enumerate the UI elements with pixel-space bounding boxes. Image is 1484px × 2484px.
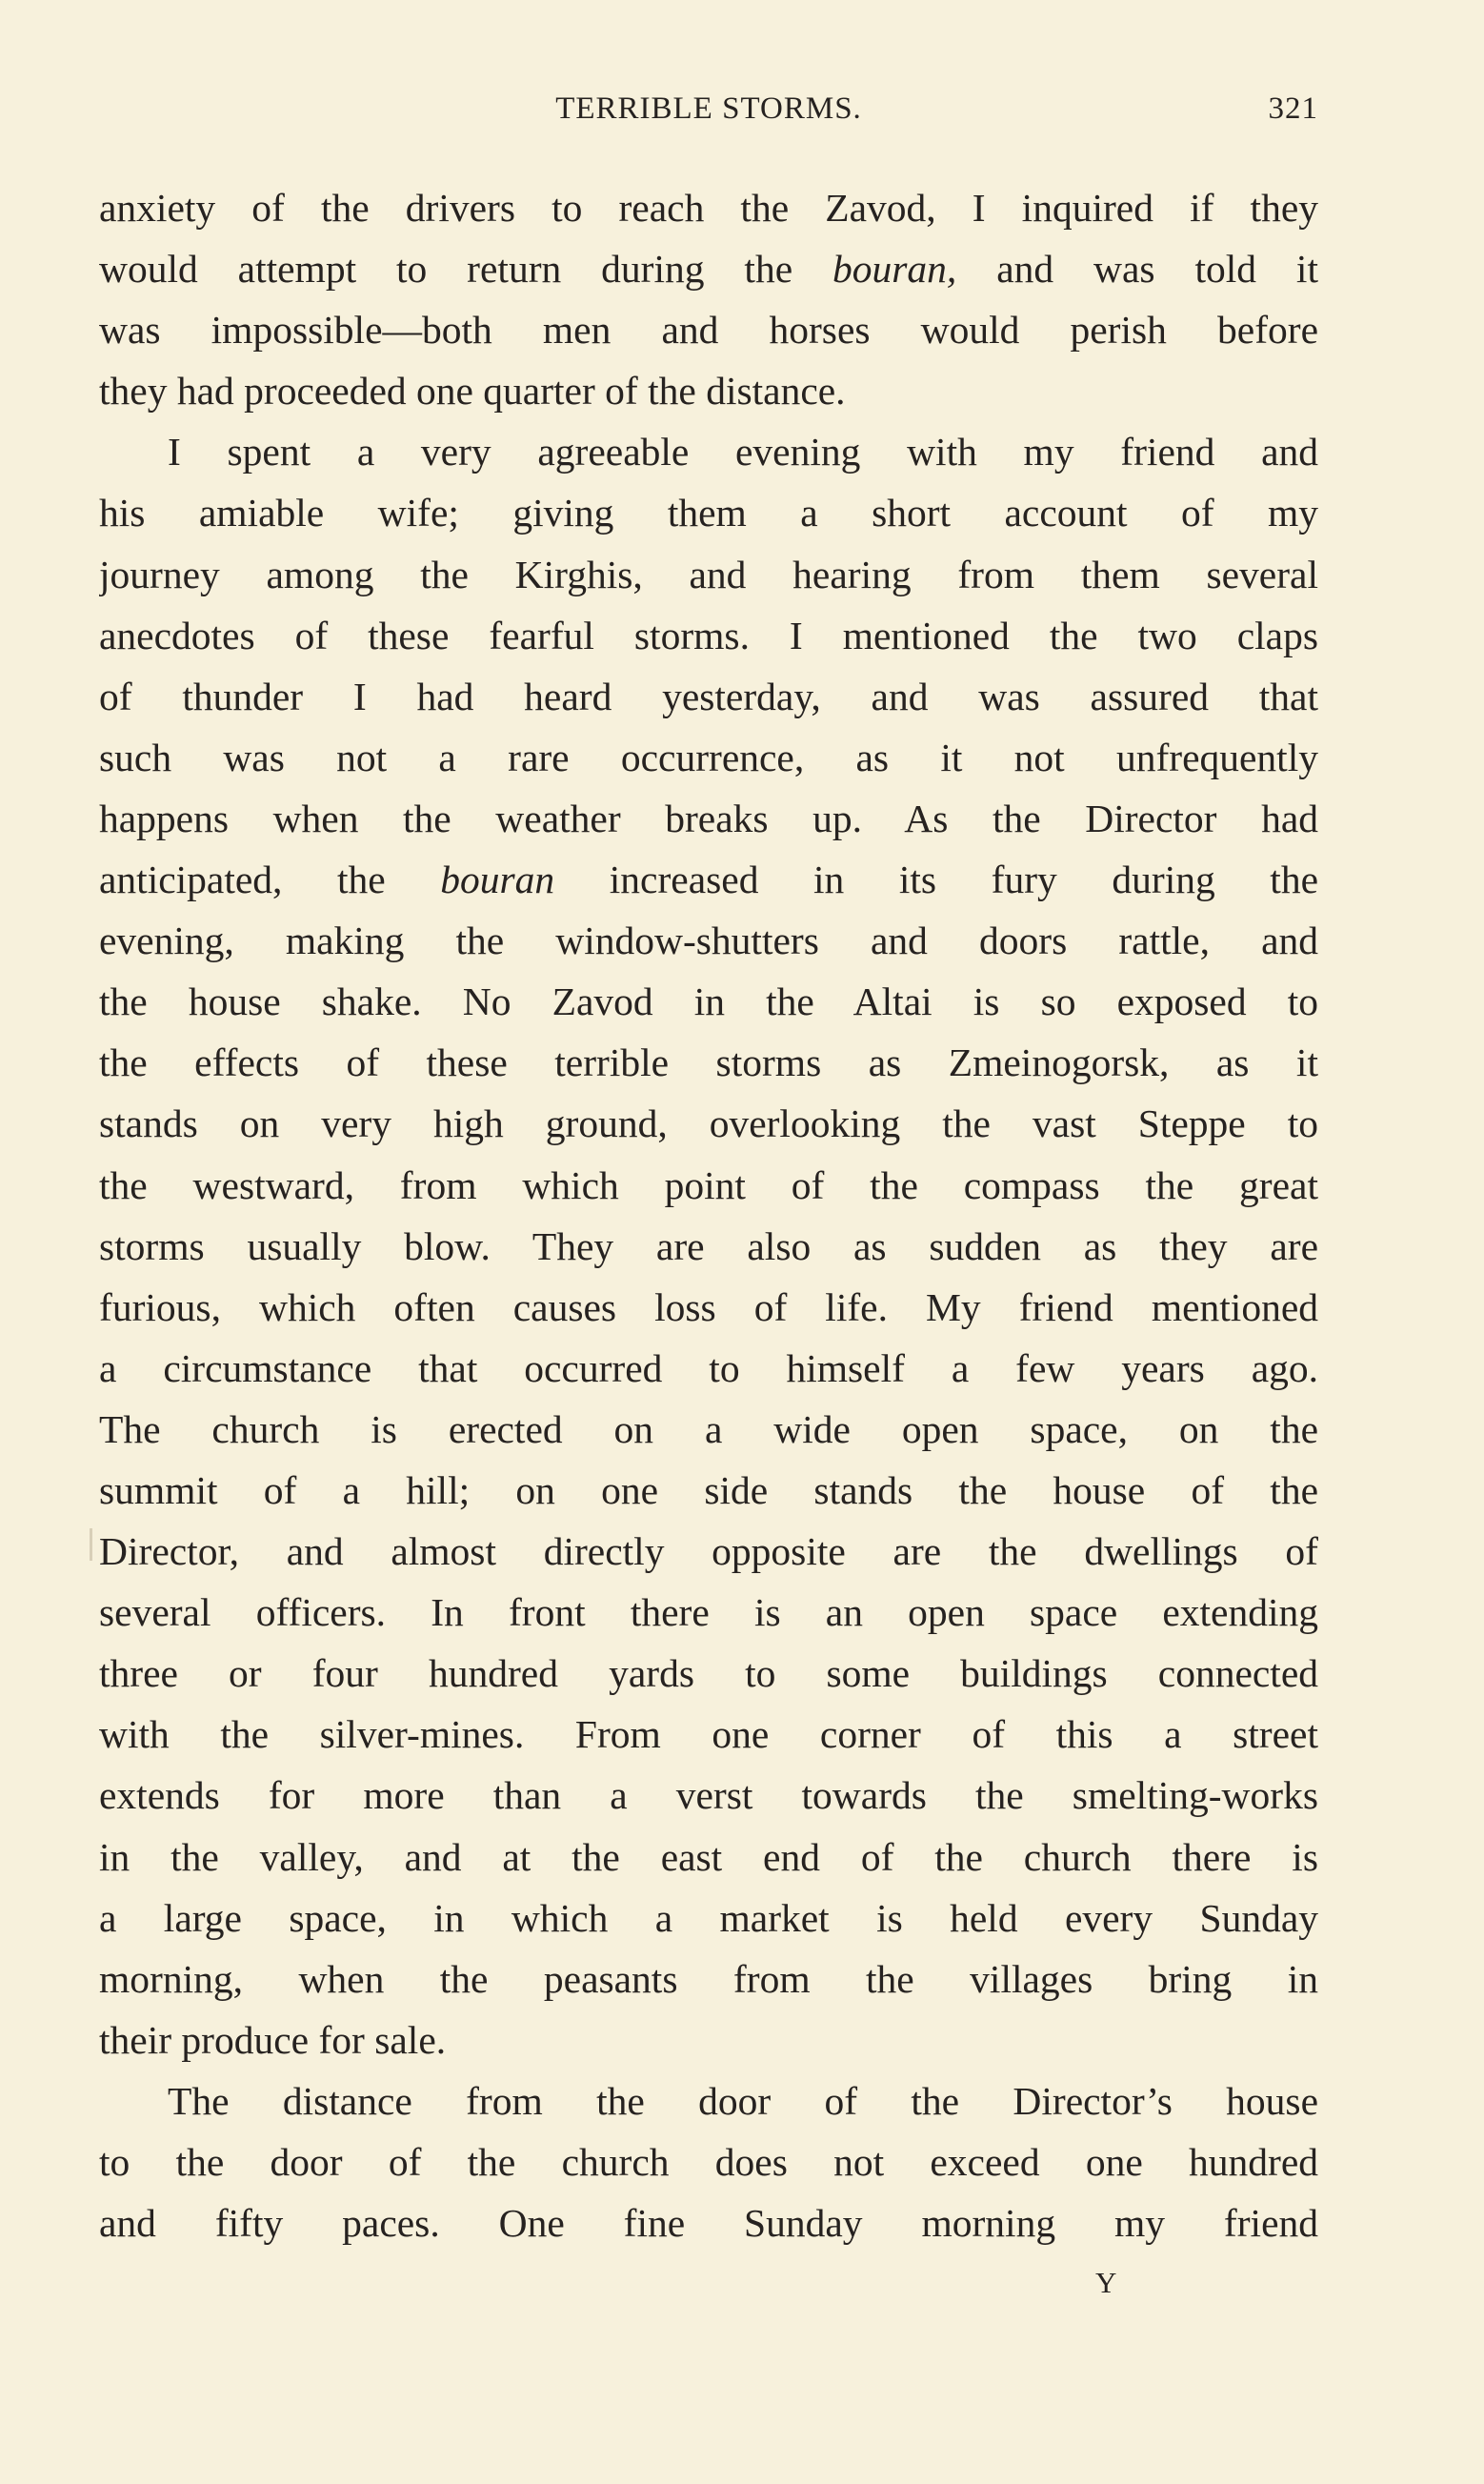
text-segment: in the valley, and at the east end of the church there is xyxy=(99,1834,1318,1879)
text-segment: storms usually blow. They are also as sudden as they are xyxy=(99,1223,1318,1268)
text-line xyxy=(99,482,1318,543)
text-segment: happens when the weather breaks up. As the Director had xyxy=(99,796,1318,840)
text-segment: anxiety of the drivers to reach the Zavod, I inquired if they xyxy=(99,186,1318,230)
text-line xyxy=(99,1582,1318,1643)
text-segment: the effects of these terrible storms as Zmeinogorsk, as it xyxy=(99,1040,1318,1085)
text-segment: anecdotes of these fearful storms. I mentioned the two claps xyxy=(99,613,1318,657)
text-segment: a circumstance that occurred to himself a few years ago. xyxy=(99,1345,1318,1390)
text-line xyxy=(99,1460,1318,1521)
text-line xyxy=(99,1399,1318,1460)
text-line xyxy=(99,299,1318,360)
text-segment: three or four hundred yards to some buildings connected xyxy=(99,1651,1318,1696)
text-line xyxy=(99,2192,1318,2253)
text-segment: anticipated, the xyxy=(99,858,441,902)
text-segment: they had proceeded one quarter of the distance. xyxy=(99,369,846,414)
text-segment: with the silver-mines. From one corner of this a street xyxy=(99,1712,1318,1757)
text-segment: stands on very high ground, overlooking the vast Steppe to xyxy=(99,1101,1318,1146)
text-line xyxy=(99,788,1318,849)
text-segment: such was not a rare occurrence, as it not unfrequently xyxy=(99,735,1318,779)
text-segment: was impossible—both men and horses would perish before xyxy=(99,308,1318,353)
text-line xyxy=(99,1704,1318,1765)
text-line xyxy=(99,971,1318,1032)
text-line xyxy=(99,2009,1318,2070)
text-line xyxy=(99,605,1318,666)
text-line xyxy=(99,1338,1318,1399)
text-segment: the house shake. No Zavod in the Altai is so exposed to xyxy=(99,979,1318,1024)
text-line xyxy=(99,1521,1318,1582)
text-line xyxy=(99,1155,1318,1216)
text-line xyxy=(99,2070,1318,2131)
text-segment: a large space, in which a market is held every Sunday xyxy=(99,1895,1318,1940)
text-segment: their produce for sale. xyxy=(99,2017,447,2062)
text-line xyxy=(99,1277,1318,1338)
italic-word: bouran xyxy=(440,858,555,902)
text-segment: I spent a very agreeable evening with my friend and xyxy=(168,430,1318,475)
text-line xyxy=(99,1827,1318,1888)
text-segment: several officers. In front there is an open space extending xyxy=(99,1590,1318,1635)
text-line xyxy=(99,544,1318,605)
text-segment: evening, making the window-shutters and doors rattle, and xyxy=(99,919,1318,963)
text-line xyxy=(99,1949,1318,2009)
text-line xyxy=(99,727,1318,788)
text-segment: The distance from the door of the Director’s house xyxy=(168,2078,1318,2123)
margin-mark xyxy=(90,1528,92,1561)
text-line xyxy=(99,177,1318,238)
text-line xyxy=(99,666,1318,727)
text-segment: to the door of the church does not exceed one hundred xyxy=(99,2140,1318,2184)
text-segment: The church is erected on a wide open space, on the xyxy=(99,1406,1318,1451)
text-segment: of thunder I had heard yesterday, and was assured that xyxy=(99,674,1318,718)
text-line xyxy=(99,849,1318,910)
page-number: 321 xyxy=(1268,91,1318,126)
signature-mark: Y xyxy=(1095,2266,1118,2299)
running-head xyxy=(99,91,1318,141)
text-segment: the westward, from which point of the compass the great xyxy=(99,1162,1318,1207)
text-line xyxy=(99,1093,1318,1154)
text-line xyxy=(99,1888,1318,1949)
text-line xyxy=(99,910,1318,971)
italic-word: bouran, xyxy=(832,247,957,292)
text-line xyxy=(99,238,1318,299)
body-text xyxy=(99,177,1318,2253)
text-segment: journey among the Kirghis, and hearing from them several xyxy=(99,552,1318,596)
running-title: TERRIBLE STORMS. xyxy=(555,91,862,126)
text-segment: extends for more than a verst towards the smelting-works xyxy=(99,1773,1318,1818)
text-segment: summit of a hill; on one side stands the house of the xyxy=(99,1467,1318,1512)
text-segment: his amiable wife; giving them a short account of my xyxy=(99,491,1318,535)
text-line xyxy=(99,1643,1318,1704)
text-segment: furious, which often causes loss of life. My friend mentioned xyxy=(99,1284,1318,1329)
text-line xyxy=(99,421,1318,482)
text-segment: would attempt to return during the xyxy=(99,247,833,292)
text-line xyxy=(99,2131,1318,2192)
text-line xyxy=(99,1765,1318,1826)
text-line xyxy=(99,360,1318,421)
text-segment: and fifty paces. One fine Sunday morning my friend xyxy=(99,2201,1318,2246)
text-line xyxy=(99,1032,1318,1093)
text-line xyxy=(99,1216,1318,1277)
text-segment: morning, when the peasants from the villages bring in xyxy=(99,1956,1318,2001)
text-segment: Director, and almost directly opposite are the dwellings of xyxy=(99,1529,1318,1574)
text-segment: and was told it xyxy=(956,247,1318,292)
text-segment: increased in its fury during the xyxy=(554,858,1318,902)
